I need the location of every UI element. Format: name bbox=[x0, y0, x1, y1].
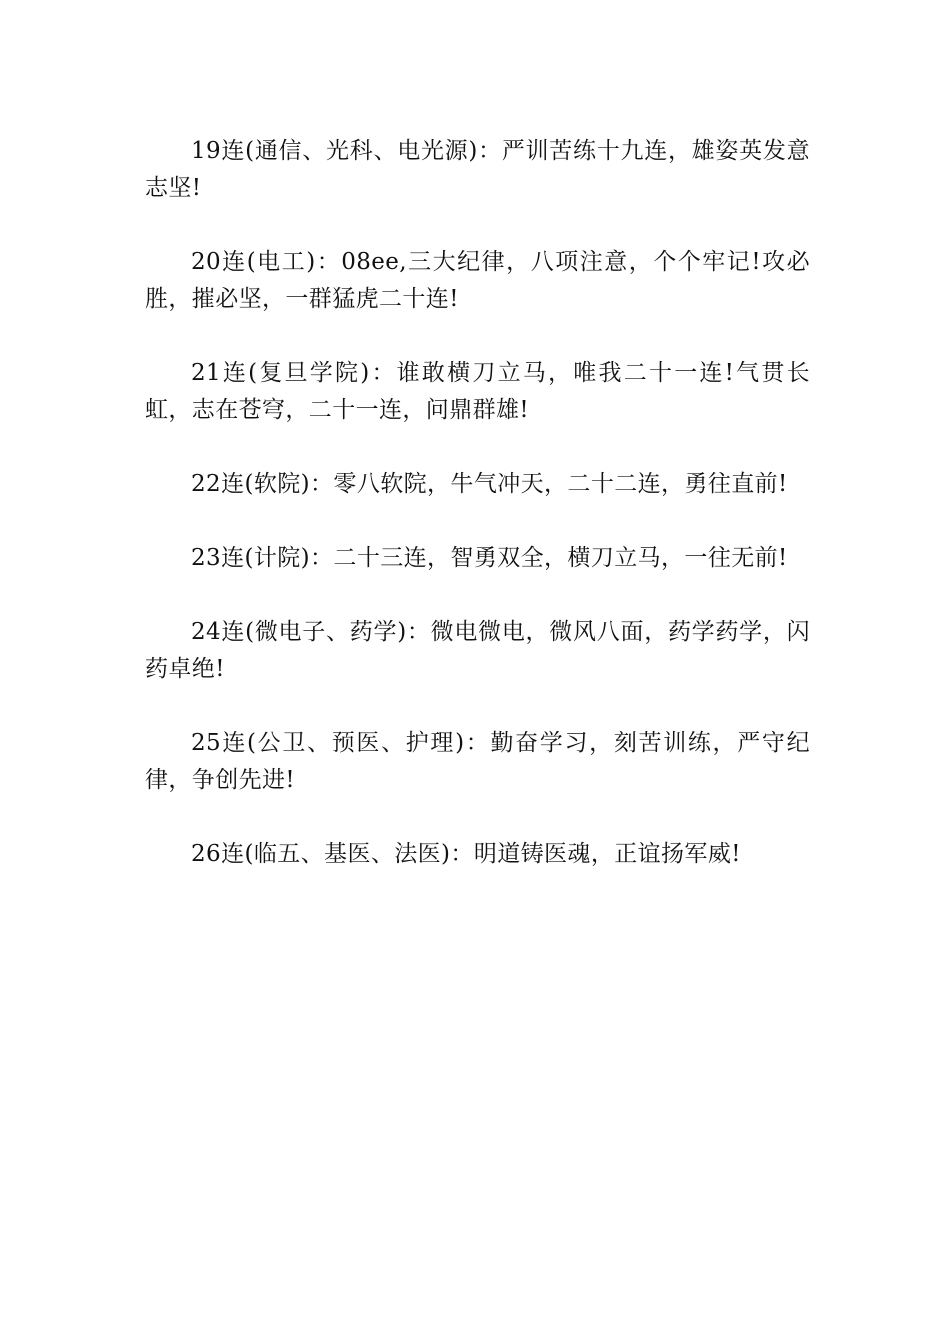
paragraph-company-25: 25连(公卫、预医、护理)：勤奋学习，刻苦训练，严守纪律，争创先进! bbox=[145, 730, 810, 793]
paragraph-company-19: 19连(通信、光科、电光源)：严训苦练十九连，雄姿英发意志坚! bbox=[145, 138, 810, 201]
paragraph-company-20: 20连(电工)：08ee,三大纪律，八项注意，个个牢记!攻必胜，摧必坚，一群猛虎二十连! bbox=[145, 249, 810, 312]
paragraph-company-24: 24连(微电子、药学)：微电微电，微风八面，药学药学，闪药卓绝! bbox=[145, 619, 810, 682]
paragraph-company-22: 22连(软院)：零八软院，牛气冲天，二十二连，勇往直前! bbox=[191, 471, 788, 497]
paragraph-company-26: 26连(临五、基医、法医)：明道铸医魂，正谊扬军威! bbox=[191, 841, 741, 867]
paragraph-company-21: 21连(复旦学院)：谁敢横刀立马，唯我二十一连!气贯长虹，志在苍穹，二十一连，问鼎群雄! bbox=[145, 360, 810, 423]
document-body bbox=[145, 133, 810, 873]
paragraph-company-23: 23连(计院)：二十三连，智勇双全，横刀立马，一往无前! bbox=[191, 545, 788, 571]
